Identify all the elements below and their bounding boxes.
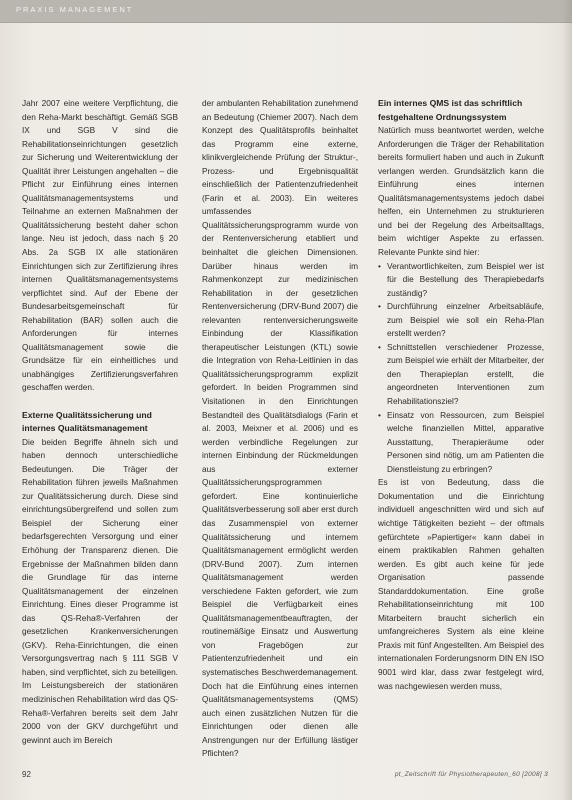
list-item (378, 409, 544, 477)
list-item-text: Verantwortlichkeiten, zum Beispiel wer ist für die Bestellung des Therapiebedarfs zuständig? (387, 260, 544, 298)
bullet-icon: • (378, 260, 381, 271)
text-column-3 (378, 97, 544, 693)
journal-footer: pt_Zeitschrift für Physiotherapeuten_60 [2008] 3 (394, 771, 548, 778)
scan-edge-shadow (562, 0, 572, 800)
bullet-list (378, 260, 544, 477)
list-item (378, 300, 544, 341)
text-column-1 (22, 97, 178, 747)
paragraph: Natürlich muss beantwortet werden, welche Anforderungen die Träger der Rehabilitation bereits formuliert haben und auch in Zukunft verlangen werden. Grundsätzlich kann die Einführung eines internen Qualitätsmanagementsystems jedoch dabei helfen, ein Unternehmen zu strukturieren und bei der Regelung des Arbeitsalltags, beim wichtiger Aspekte zu erfassen. Relevante Punkte sind hier: (378, 125, 544, 258)
bullet-icon: • (378, 341, 381, 352)
paragraph: Jahr 2007 eine weitere Verpflichtung, die den Reha-Markt beschäftigt. Gemäß SGB IX und SGB V sind die Rehabilitationseinrichtungen gesetzlich zur Sicherung und Weiterentwicklung der Qualität ihrer Leistungen angehalten – die Pflicht zur Einführung eines internen Qualitätsmanagementsystems und Teilnahme an externen Maßnahmen der Qualitätssicherung besteht daher schon lange. Neu ist jedoch, dass nach § 20 Abs. 2a SGB IX alle stationären Einrichtungen sich zur Zertifizierung ihres internen Qualitätsmanagementsystems verpflichtet sind. Auf der Ebene der Bundesarbeitsgemeinschaft für Rehabilitation (BAR) sollen auch die Anforderungen für internes Qualitätsmanagement sowie die Grundsätze für ein einheitliches und unabhängiges Zertifizierungsverfahren geschaffen werden. (22, 98, 178, 393)
list-item (378, 341, 544, 409)
bullet-icon: • (378, 409, 381, 420)
bullet-icon: • (378, 301, 381, 312)
section-title: PRAXIS MANAGEMENT (16, 5, 134, 14)
text-column-2 (202, 97, 358, 761)
paragraph: Die beiden Begriffe ähneln sich und haben dennoch unterschiedliche Bedeutungen. Die Träger der Rehabilitation führen jeweils Maßnahmen zur Qualitätssicherung durch. Diese sind einrichtungsübergreifend und sollen zum Beispiel der Sicherung einer bedarfsgerechten Versorgung und einer Erhöhung der Transparenz dienen. Die Ergebnisse der Maßnahmen bilden dann die Grundlage für das interne Qualitätsmanagement der einzelnen Einrichtung. Eines dieser Programme ist das QS-Reha®-Verfahren der gesetzlichen Krankenversicherungen (GKV). Reha-Einrichtungen, die einen Versorgungsvertrag nach § 111 SGB V haben, sind verpflichtet, sich zu beteiligen. Im Leistungsbereich der stationären medizinischen Rehabilitation wird das QS-Reha®-Verfahren bereits seit dem Jahr 2000 von der GKV durchgeführt und gewinnt auch im Bereich (22, 436, 178, 745)
section-header-bar (0, 0, 572, 23)
paragraph: Es ist von Bedeutung, dass die Dokumentation und die Einrichtung individuell angeschnitten wird und sich auf wichtige Tätigkeiten bezieht – der oftmals gefürchtete »Papiertiger« kann dabei in einem praktikablen Rahmen gehalten werden. Es gibt auch keine für jede Organisation passende Standarddokumentation. Eine große Rehabilitationseinrichtung mit 100 Mitarbeitern braucht sicherlich ein umfangreicheres System als eine kleine Praxis mit fünf Angestellten. Am Beispiel des internationalen Forderungsnorm DIN EN ISO 9001 wird klar, dass zwar festgelegt wird, was nachgewiesen werden muss, (378, 477, 544, 691)
section-heading: Externe Qualitätssicherung und internes Qualitätsmanagement (22, 409, 152, 434)
list-item-text: Durchführung einzelner Arbeitsabläufe, zum Beispiel wie soll ein Reha-Plan erstellt werden? (387, 301, 544, 339)
list-item-text: Einsatz von Ressourcen, zum Beispiel welche finanziellen Mittel, apparative Ausstattung, Therapieräume oder Personen sind nötig, um am Patienten die Dienstleistung zu erbringen? (387, 409, 544, 474)
list-item (378, 260, 544, 301)
list-item-text: Schnittstellen verschiedener Prozesse, zum Beispiel wie erhält der Mitarbeiter, der den Therapieplan erstellt, die angeordneten Interventionen zum Rehabilitationsziel? (387, 341, 544, 407)
section-heading: Ein internes QMS ist das schriftlich festgehaltene Ordnungssystem (378, 98, 523, 122)
page-number: 92 (22, 770, 31, 779)
paragraph: der ambulanten Rehabilitation zunehmend an Bedeutung (Chiemer 2007). Nach dem Konzept des Qualitätsprofils beinhaltet das Programm eine externe, klinikvergleichende Prüfung der Struktur-, Prozess- und Ergebnisqualität einschließlich der Patientenzufriedenheit (Farin et al. 2003). Ein weiteres umfassendes Qualitätssicherungsprogramm wurde von der Rentenversicherung etabliert und beinhaltet die gleichen Dimensionen. Darüber hinaus werden im Rahmenkonzept zur medizinischen Rehabilitation in der gesetzlichen Rentenversicherung (DRV-Bund 2007) die relevanten rentenversicherungsweite Einbindung der Klassifikation therapeutischer Leistungen (KTL) sowie die Integration von Reha-Leitlinien in das Qualitätssicherungsprogramm explizit gefordert. In beiden Programmen sind Visitationen in den Einrichtungen Bestandteil des Qualitätsdialogs (Farin et al. 2003, Meixner et al. 2006) und es werden verbindliche Regelungen zur internen Einbindung der Rückmeldungen aus externer Qualitätssicherungsprogrammen gefordert. Eine kontinuierliche Qualitätsverbesserung soll aber erst durch das Zusammenspiel von externer Qualitätssicherung und internem Qualitätsmanagement ermöglicht werden (DRV-Bund 2007). Zum internen Qualitätsmanagement werden verschiedene Fakten gefordert, wie zum Beispiel die Verfügbarkeit eines Qualitätsmanagementbeauftragten, der routinemäßige Einsatz und Auswertung von Fragebögen zur Patientenzufriedenheit und ein systematisches Beschwerdemanagement. Doch hat die Einführung eines internen Qualitätsmanagementsystems (QMS) auch einen zusätzlichen Nutzen für die Einrichtungen oder dienen alle Anstrengungen nur der Erfüllung lästiger Pflichten? (202, 98, 358, 759)
